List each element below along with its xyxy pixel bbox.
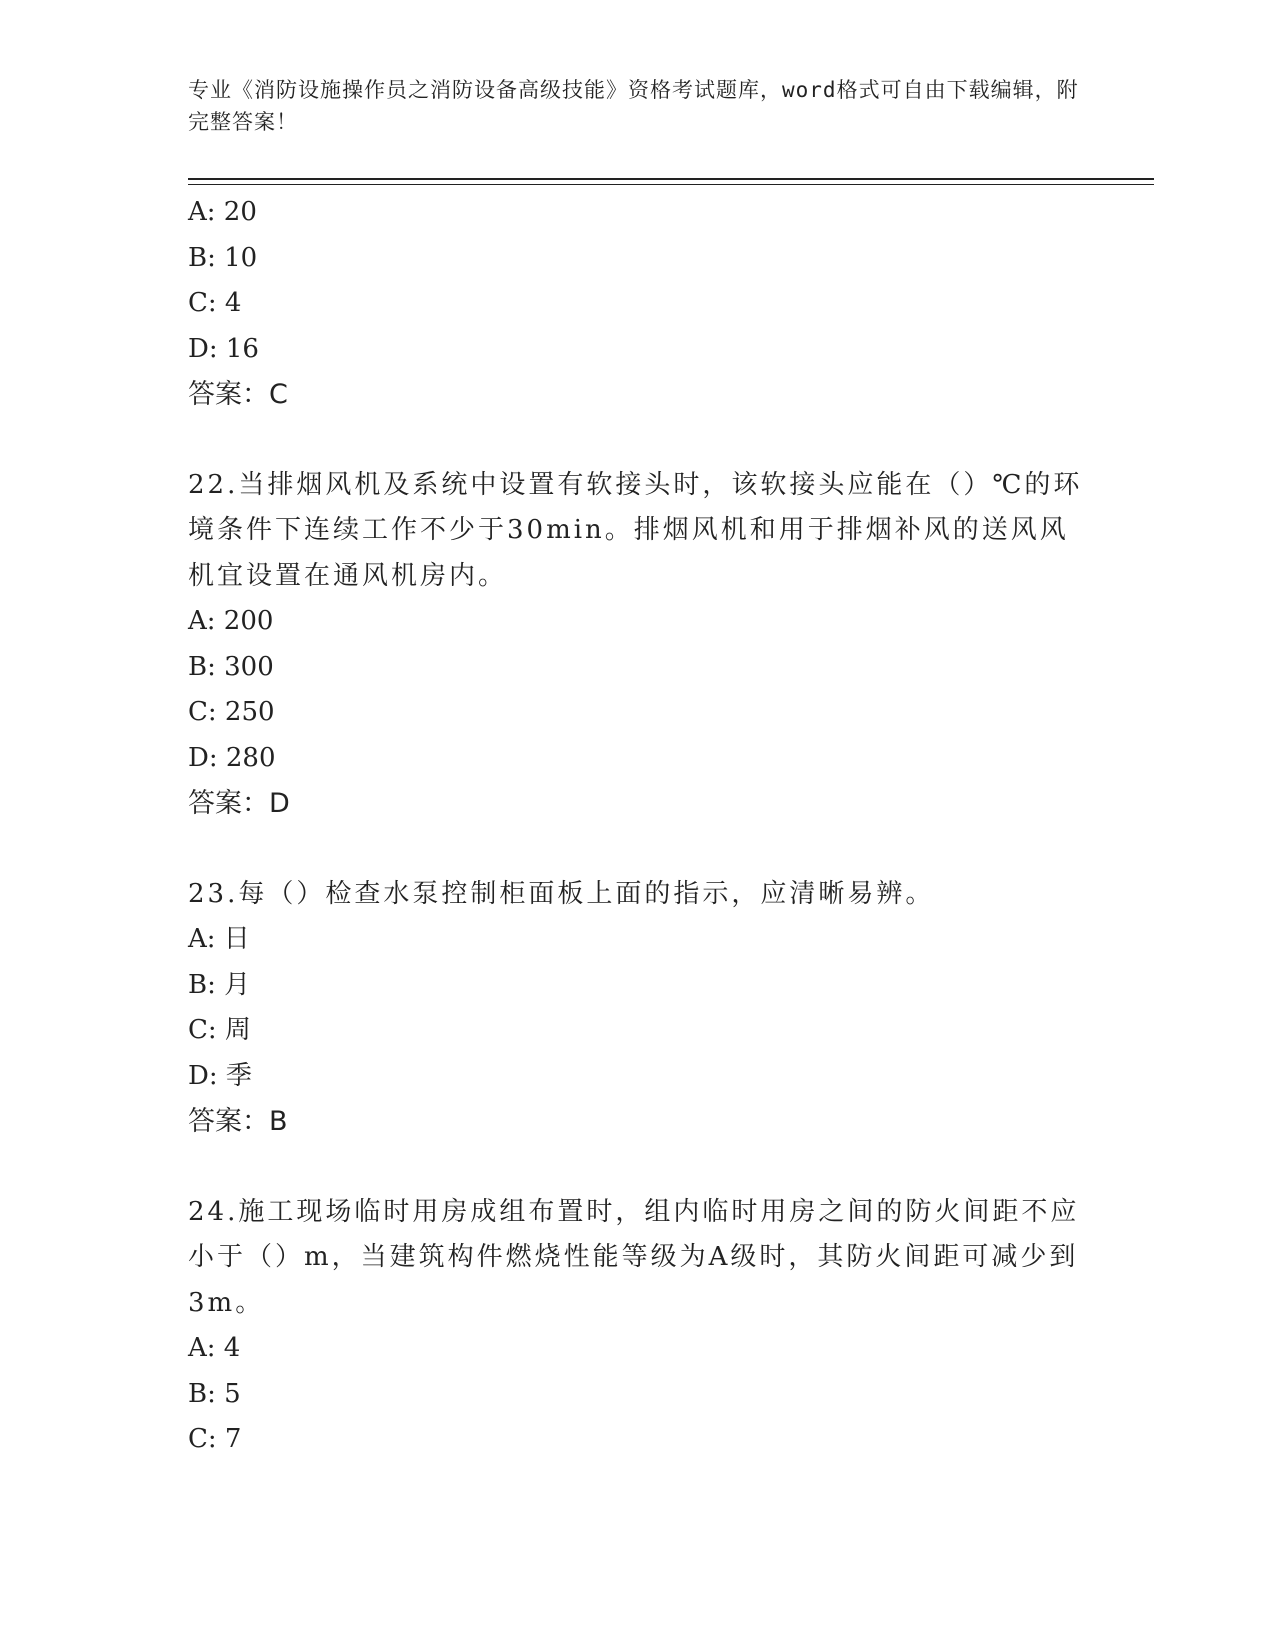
option-d: D: 280 <box>188 742 276 773</box>
answer: 答案：D <box>188 788 290 819</box>
question-text: 24.施工现场临时用房成组布置时，组内临时用房之间的防火间距不应小于（）m，当建筑构件燃烧性能等级为A级时，其防火间距可减少到3m。 <box>188 1196 1080 1318</box>
option-c: C: 7 <box>188 1424 242 1454</box>
answer: 答案：B <box>188 1106 288 1137</box>
option-b: B: 300 <box>188 651 274 682</box>
answer: 答案：C <box>188 379 288 410</box>
header-divider-thick <box>188 178 1154 180</box>
question-block-23 <box>188 872 1088 1145</box>
option-d: D: 16 <box>188 333 259 364</box>
option-d: D: 季 <box>188 1060 252 1091</box>
header-divider-thin <box>188 184 1154 185</box>
option-b: B: 10 <box>188 242 258 273</box>
question-block-22 <box>188 463 1088 827</box>
option-a: A: 20 <box>188 197 257 227</box>
option-a: A: 日 <box>188 924 250 954</box>
question-block-24 <box>188 1190 1088 1463</box>
question-block-21 <box>188 190 1088 418</box>
option-b: B: 月 <box>188 969 251 1000</box>
option-a: A: 200 <box>188 606 274 636</box>
option-a: A: 4 <box>188 1333 241 1363</box>
question-text: 22.当排烟风机及系统中设置有软接头时，该软接头应能在（）℃的环境条件下连续工作不少于30min。排烟风机和用于排烟补风的送风风机宜设置在通风机房内。 <box>188 469 1083 591</box>
document-header: 专业《消防设施操作员之消防设备高级技能》资格考试题库，word格式可自由下载编辑，附完整答案！ <box>188 78 1079 134</box>
question-list <box>188 190 1088 1463</box>
option-c: C: 4 <box>188 288 242 318</box>
option-c: C: 250 <box>188 697 275 727</box>
question-text: 23.每（）检查水泵控制柜面板上面的指示，应清晰易辨。 <box>188 878 935 909</box>
option-c: C: 周 <box>188 1015 251 1045</box>
option-b: B: 5 <box>188 1378 241 1409</box>
